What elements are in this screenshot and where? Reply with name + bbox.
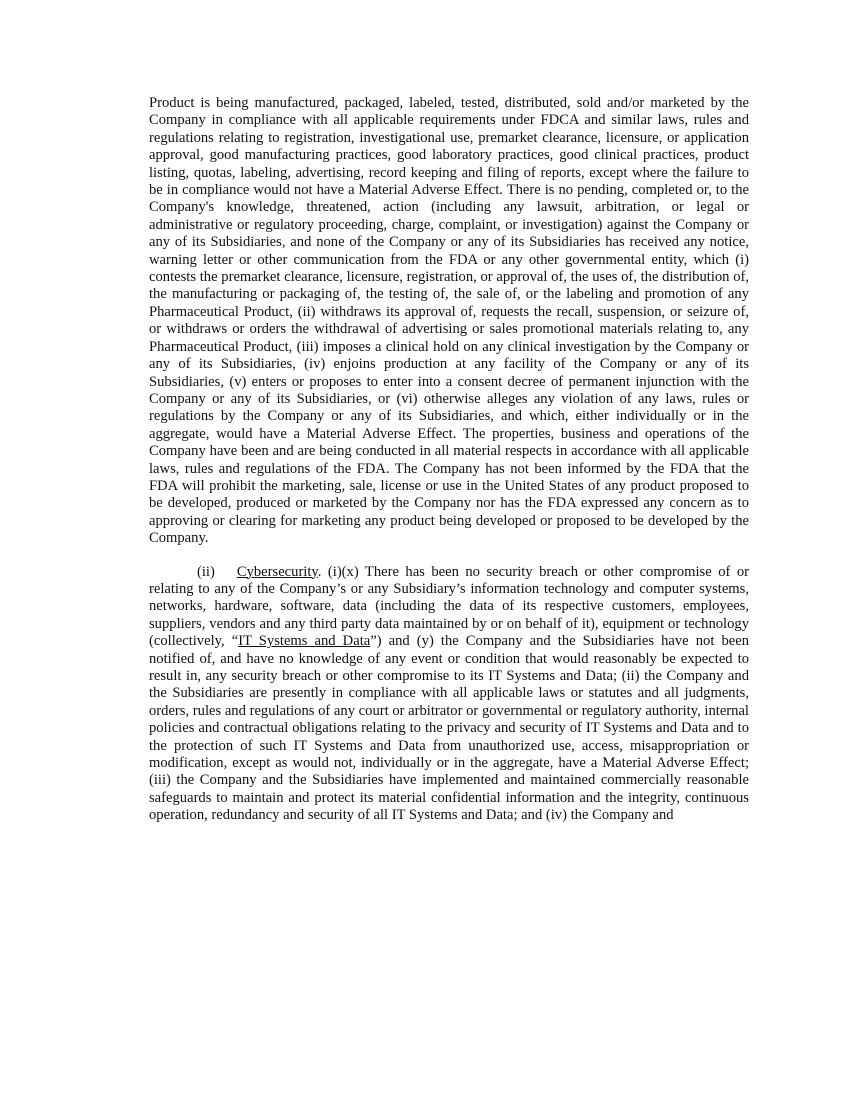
paragraph-fda-compliance: Product is being manufactured, packaged, labeled, tested, distributed, sold and/or marketed by the Company in compliance with all applicable requirements under FDCA and similar laws, rules and regulations relating to registration, investigational use, premarket clearance, licensure, or application approval, good manufacturing practices, good laboratory practices, good clinical practices, product listing, quotas, labeling, advertising, record keeping and filing of reports, except where the failure to be in compliance would not have a Material Adverse Effect. There is no pending, completed or, to the Company's knowledge, threatened, action (including any lawsuit, arbitration, or legal or administrative or regulatory proceeding, charge, complaint, or investigation) against the Company or any of its Subsidiaries, and none of the Company or any of its Subsidiaries has received any notice, warning letter or other communication from the FDA or any other governmental entity, which (i) contests the premarket clearance, licensure, registration, or approval of, the uses of, the distribution of, the manufacturing or packaging of, the testing of, the sale of, or the labeling and promotion of any Pharmaceutical Product, (ii) withdraws its approval of, requests the recall, suspension, or seizure of, or withdraws or orders the withdrawal of advertising or sales promotional materials relating to, any Pharmaceutical Product, (iii) imposes a clinical hold on any clinical investigation by the Company or any of its Subsidiaries, (iv) enjoins production at any facility of the Company or any of its Subsidiaries, (v) enters or proposes to enter into a consent decree of permanent injunction with the Company or any of its Subsidiaries, or (vi) otherwise alleges any violation of any laws, rules or regulations by the Company or any of its Subsidiaries, and which, either individually or in the aggregate, would have a Material Adverse Effect. The properties, business and operations of the Company have been and are being conducted in all material respects in accordance with all applicable laws, rules and regulations of the FDA. The Company has not been informed by the FDA that the FDA will prohibit the marketing, sale, license or use in the United States of any product proposed to be developed, produced or marketed by the Company nor has the FDA expressed any concern as to approving or clearing for marketing any product being developed or proposed to be developed by the Company. [149,95,749,547]
section-text-part-b: ”) and (y) the Company and the Subsidiaries have not been notified of, and have no knowledge of any event or condition that would reasonably be expected to result in, any security breach or other compromise to its IT Systems and Data; (ii) the Company and the Subsidiaries are presently in compliance with all applicable laws or statutes and all judgments, orders, rules and regulations of any court or arbitrator or governmental or regulatory authority, internal policies and contractual obligations relating to the privacy and security of IT Systems and Data and to the protection of such IT Systems and Data from unauthorized use, access, misappropriation or modification, except as would not, individually or in the aggregate, have a Material Adverse Effect; (iii) the Company and the Subsidiaries have implemented and maintained commercially reasonable safeguards to maintain and protect its material confidential information and the integrity, continuous operation, redundancy and security of all IT Systems and Data; and (iv) the Company and [149,633,750,824]
document-body [149,95,749,825]
section-cybersecurity [149,564,749,825]
section-number: (ii) [197,563,215,580]
section-heading-punctuation: . [317,563,322,580]
section-heading: Cybersecurity [236,563,318,580]
defined-term: IT Systems and Data [238,633,371,650]
section-text-part-a: (i)(x) There has been no security breach or other compromise of or relating to any of the Company’s or any Subsidiary’s information technology and computer systems, networks, hardware, software, data (including the data of its respective customers, employees, suppliers, vendors and any third party data maintained by or on behalf of it), equipment or technology (collectively, “ [149,563,749,650]
